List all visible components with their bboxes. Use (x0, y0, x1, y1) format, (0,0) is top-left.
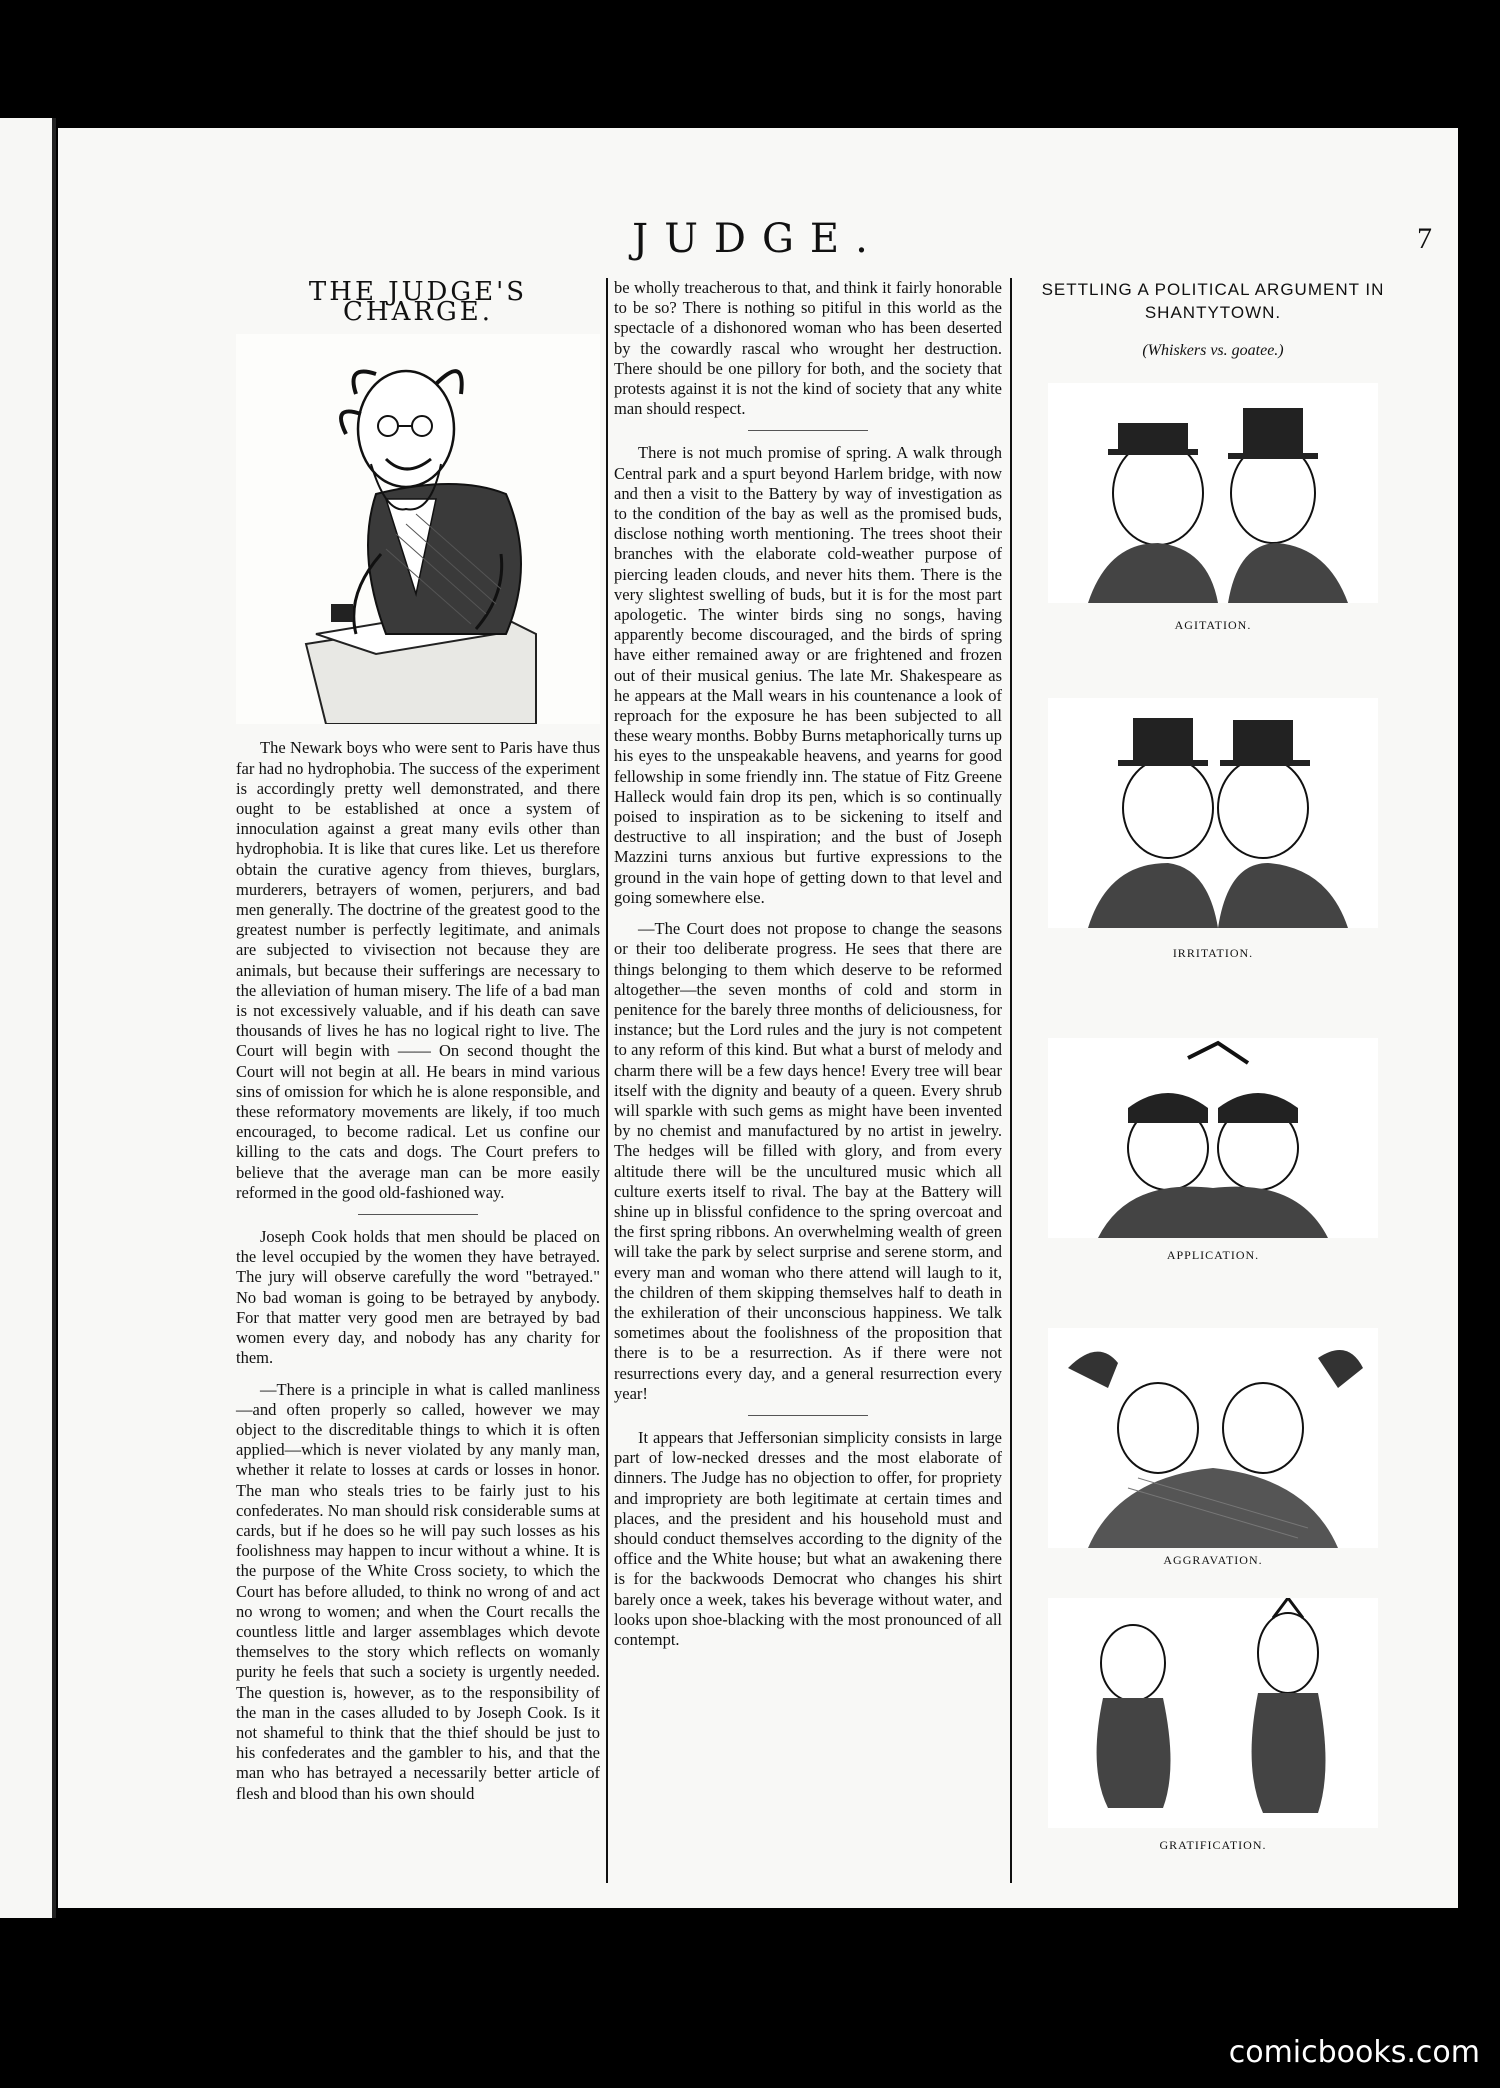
paragraph-divider (358, 1214, 478, 1215)
column-rule-1 (606, 278, 608, 1883)
judge-portrait-illustration (236, 334, 600, 724)
article-paragraph: It appears that Jeffersonian simplicity consists in large part of low-necked dresses and the most elaborate of dinners. The Judge has no objection to offer, for propriety and impropriety are both legitimate at certain times and places, and the president and his household must and should conduct themselves according to the dignity of the office and the White house; but what an awakening there is for the backwoods Democrat who changes his shirt barely once a week, takes his beverage without water, and looks upon shoe-blacking with the most pronounced of all contempt. (614, 1427, 1002, 1649)
panel-caption: AGITATION. (1174, 618, 1252, 632)
masthead: JUDGE. (632, 216, 884, 262)
article-paragraph: —There is a principle in what is called manliness—and often properly so called, however we may object to the discreditable things to which it is often applied—which is never violated by any manly man, whether it relate to losses at cards or losses in honor. The man who steals tries to be fairly just to his confederates. No man should risk considerable sums at cards, but if he does so he will pay such losses as his foolishness may happen to incur without a whine. It is the purpose of the White Cross society, to which the Court has before alluded, to think no wrong of and act no wrong to women; and when the Court recalls the countless little and larger assemblages which devote themselves to the story which reflects on womanly purity he feels that such a society is urgently needed. The question is, however, as to the responsibility of the man in the cases alluded to by Joseph Cook. Is it not shameful to think that the thief should be just to his confederates and the gambler to his, and that the man who has betrayed a necessarily better article of flesh and blood than his own should (236, 1379, 600, 1803)
paragraph-divider (748, 1415, 868, 1416)
paragraph-divider (748, 430, 868, 431)
cartoon-title: SETTLING A POLITICAL ARGUMENT IN SHANTYTOWN. (1041, 280, 1385, 322)
panel-caption: AGGRAVATION. (1163, 1553, 1263, 1567)
page-number: 7 (1417, 222, 1432, 255)
adjacent-page-edge (0, 118, 56, 1918)
article-title: THE JUDGE'S CHARGE. (308, 277, 528, 328)
article-paragraph: —The Court does not propose to change the seasons or their too deliberate progress. He sees that there are things belonging to them which deserve to be reformed altogether—the seven months of cold and storm in penitence for the barely three months of deliciousness, for instance; but the Lord rules and the jury is not competent to any reform of this kind. But what a burst of melody and charm there will be a few days hence! Every tree will bear itself with the dignity and beauty of a queen. Every shrub will sparkle with such gems as might have been invented by no chemist and manufactured by no artist in jewelry. The hedges will be filled with glory, and from every altitude there will be the uncultured music which all culture exerts itself to rival. The bay at the Battery will shine up in blissful confidence to the spring overcoat and the first spring ribbons. An overwhelming wealth of green will take the park by select surprise and serene storm, and every man and woman who there attend will laugh to it, the children of them skipping themselves half to death in the exhileration of their unconscious happiness. We talk sometimes about the foolishness of the proposition that there is to be a resurrection. As if there were not resurrections every day, and a general resurrection every year! (614, 919, 1002, 1403)
article-paragraph: There is not much promise of spring. A walk through Central park and a spurt beyond Harlem bridge, with now and then a visit to the Battery by way of investigation as to the condition of the bay as well as the promised buds, disclose nothing worth mentioning. The trees shoot their branches with the elaborate cold-weather purpose of piercing leaden clouds, and never hits them. There is the very slightest swelling of buds, but it is for the most part apologetic. The winter birds sing no songs, having apparently become discouraged, and the birds of spring have either remained away or are frightened and frozen out of their musical genius. The late Mr. Shakespeare as he appears at the Mall wears in his countenance a look of reproach for the exposure he has been subjected to all these weary months. Bobby Burns metaphorically turns up his eyes to the unspeakable heavens, and yearns for good fellowship in some friendly inn. The statue of Fitz Greene Halleck would fain drop its pen, which is so continually poised to inspiration as to be sickening to itself and destructive to all inspiration; and the bust of Joseph Mazzini turns anxious but furtive expressions to the ground in the vain hope of getting down to that level and going somewhere else. (614, 443, 1002, 907)
panel-caption: GRATIFICATION. (1159, 1838, 1267, 1852)
cartoon-panel-aggravation (1048, 1328, 1378, 1548)
cartoon-panel-agitation (1048, 383, 1378, 603)
article-paragraph: The Newark boys who were sent to Paris have thus far had no hydrophobia. The success of the experiment is accordingly pretty well demonstrated, and there ought to be established at once a system of innoculation against a great many evils other than hydrophobia. It is like that cures like. Let us therefore obtain the curative agency from thieves, burglars, murderers, betrayers of women, perjurers, and bad men generally. The doctrine of the greatest good to the greatest number is perfectly legitimate, and animals are subjected to vivisection not because they are animals, but because their sufferings are necessary to the alleviation of human misery. The life of a bad man is not excessively valuable, and if his death can save thousands of lives he has no logical right to live. The Court will begin with —— On second thought the Court will not begin at all. He bears in mind various sins of omission for which he is alone responsible, and these reformatory movements are likely, if too much encouraged, to become radical. Let us confine our killing to the cats and dogs. The Court prefers to believe that the average man can be more easily reformed in the good old-fashioned way. (236, 738, 600, 1202)
article-column-2 (614, 278, 1002, 1661)
column-rule-2 (1010, 278, 1012, 1883)
article-column-1 (236, 278, 600, 1815)
cartoon-panel-application (1048, 1038, 1378, 1238)
magazine-page (58, 128, 1458, 1908)
watermark: comicbooks.com (1228, 2035, 1480, 2070)
cartoon-panel-gratification (1048, 1598, 1378, 1828)
article-paragraph: Joseph Cook holds that men should be placed on the level occupied by the women they have betrayed. The jury will observe carefully the word "betrayed." No bad woman is going to be betrayed by anybody. For that matter very good men are betrayed by bad women every day, and nobody has any charity for them. (236, 1227, 600, 1368)
cartoon-subtitle: (Whiskers vs. goatee.) (1142, 342, 1284, 359)
article-paragraph: be wholly treacherous to that, and think it fairly honorable to be so? There is nothing so pitiful in this world as the spectacle of a dishonored woman who has been deserted by the cowardly rascal who wrought her destruction. There should be one pillory for both, and the society that protests against it is not the kind of society that any white man should respect. (614, 278, 1002, 419)
cartoon-column (1018, 278, 1408, 1888)
panel-caption: APPLICATION. (1166, 1248, 1260, 1262)
panel-caption: IRRITATION. (1172, 946, 1254, 960)
cartoon-panel-irritation (1048, 698, 1378, 928)
